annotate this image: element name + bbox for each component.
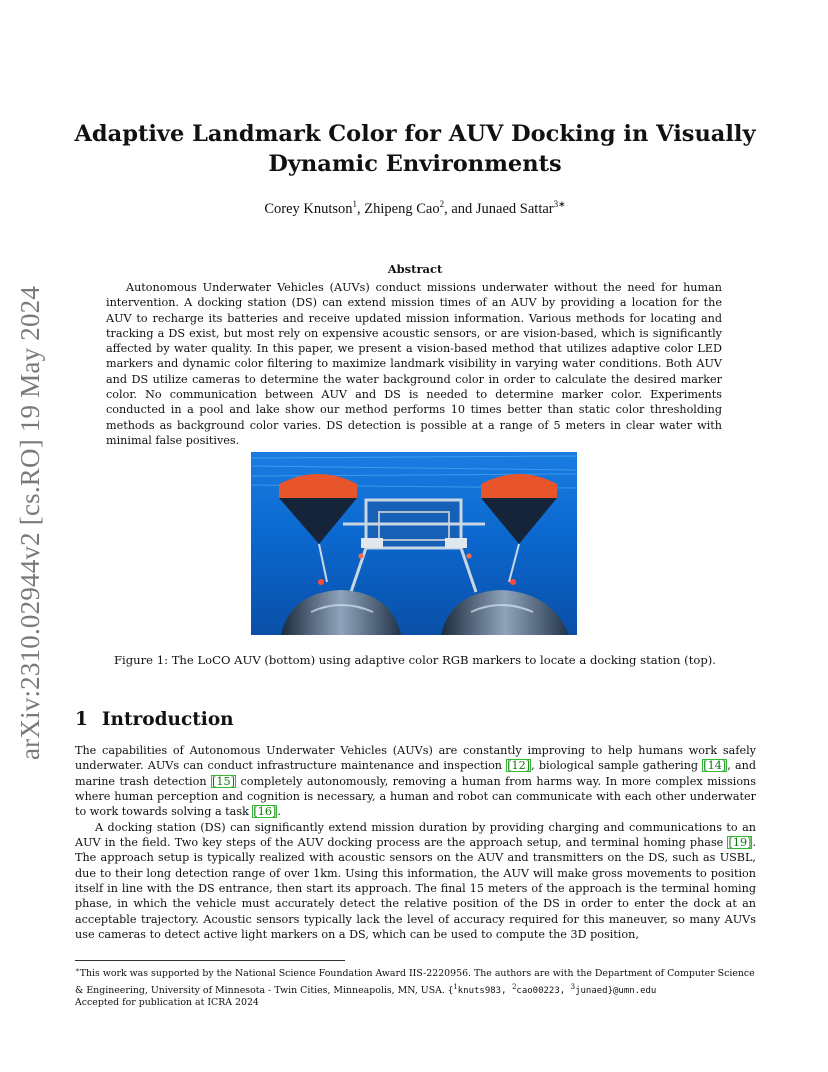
section-title: Introduction [101,709,234,730]
arxiv-identifier: arXiv:2310.02944v2 [cs.RO] 19 May 2024 [15,285,45,760]
paragraph-1-text-e: . [277,805,281,819]
paragraph-1-text-b: , biological sample gathering [531,759,703,773]
paragraph-1-text-c: , and marine trash detection [75,759,756,788]
footnote-funding [75,964,760,997]
paragraph-2-text-b: . The approach setup is typically realized with acoustic sensors on the AUV and transmitters on the DS, such as USBL, due to their long detection range of over 1km. Using this information, the AUV will make gross movements to position itself in line with the DS entrance, then start its approach. The final 15 meters of the approach is the terminal homing phase, in which the vehicle must accurately detect the relative position of the DS in order to enter the dock at an acceptable trajectory. Acoustic sensors typically lack the level of accuracy required for this maneuver, so many AUVs use cameras to detect active light markers on a DS, which can be used to compute the 3D position, [75,836,756,942]
author-1: Corey Knutson [264,200,353,217]
introduction-body [75,743,756,942]
citation-link[interactable]: [19] [728,836,752,850]
paper-title [70,119,760,179]
paragraph-2-text-a: A docking station (DS) can significantly extend mission duration by providing charging and communications to an AUV in the field. Two key steps of the AUV docking process are the approach setup, and terminal homing phase [75,820,756,850]
email-2: cao00223, [516,985,571,996]
citation-link[interactable]: [14] [703,759,727,773]
citation-link[interactable]: [12] [507,759,531,773]
footnote-divider [75,960,345,961]
email-3: junaed}@umn.edu [575,985,657,996]
footnote-mark: ∗ [75,966,80,974]
author-1-affiliation: 1 [352,199,358,209]
email-sup-3: 3 [570,982,576,991]
figure-1-photo [251,452,577,635]
author-3: and Junaed Sattar [451,200,554,217]
section-number: 1 [75,709,88,730]
section-heading-introduction [75,709,234,730]
email-1: knuts983, [457,985,512,996]
paragraph-1-text-d: completely autonomously, removing a human from harms way. In more complex missions where human perception and cognition is necessary, a human and robot can communicate with each other underwater to work towards solving a task [75,774,757,819]
author-list: Corey Knutson$^1$, Zhipeng Cao$^2$, and Junaed Sattar$^{3∗}$ [264,199,566,217]
footnote-accepted: Accepted for publication at ICRA 2024 [75,997,259,1009]
title-line-2: Dynamic Environments [268,151,562,177]
paragraph-1 [75,743,756,820]
email-sup-1: 1 [453,982,458,991]
email-sup-2: 2 [511,982,517,991]
footnote [75,964,760,1010]
author-2-affiliation: 2 [439,199,445,209]
paragraph-2 [75,820,756,943]
title-line-1: Adaptive Landmark Color for AUV Docking in Visually [74,121,756,147]
citation-link[interactable]: [15] [212,774,235,788]
abstract-text: Autonomous Underwater Vehicles (AUVs) conduct missions underwater without the need for human intervention. A docking station (DS) can extend mission times of an AUV by providing a location for the AUV to recharge its batteries and receive updated mission information. Various methods for locating and tracking a DS exist, but most rely on expensive acoustic sensors, or are vision-based, which is significantly affected by water quality. In this paper, we present a vision-based method that utilizes adaptive color LED markers and dynamic color filtering to maximize landmark visibility in varying water conditions. Both AUV and DS utilize cameras to determine the water background color in order to calculate the desired marker color. No communication between AUV and DS is needed to determine marker color. Experiments conducted in a pool and lake show our method performs 10 times better than static color thresholding methods as background color varies. DS detection is possible at a range of 5 meters in clear water with minimal false positives. [106,281,722,447]
author-3-affiliation: 3∗ [553,199,566,209]
paragraph-1-text-a: The capabilities of Autonomous Underwater Vehicles (AUVs) are constantly improving to help humans work safely underwater. AUVs can conduct infrastructure maintenance and inspection [75,744,756,773]
email-brace: { [447,985,454,996]
abstract-heading: Abstract [387,262,443,276]
citation-link[interactable]: [16] [253,805,277,819]
footnote-text: This work was supported by the National Science Foundation Award IIS-2220956. The authors are with the Department of Computer Science & Engineering, University of Minnesota - Twin Cities, Minneapolis, MN, USA. [75,968,755,996]
figure-1-caption: Figure 1: The LoCO AUV (bottom) using adaptive color RGB markers to locate a docking station (top). [114,653,716,667]
author-2: Zhipeng Cao [364,200,440,217]
